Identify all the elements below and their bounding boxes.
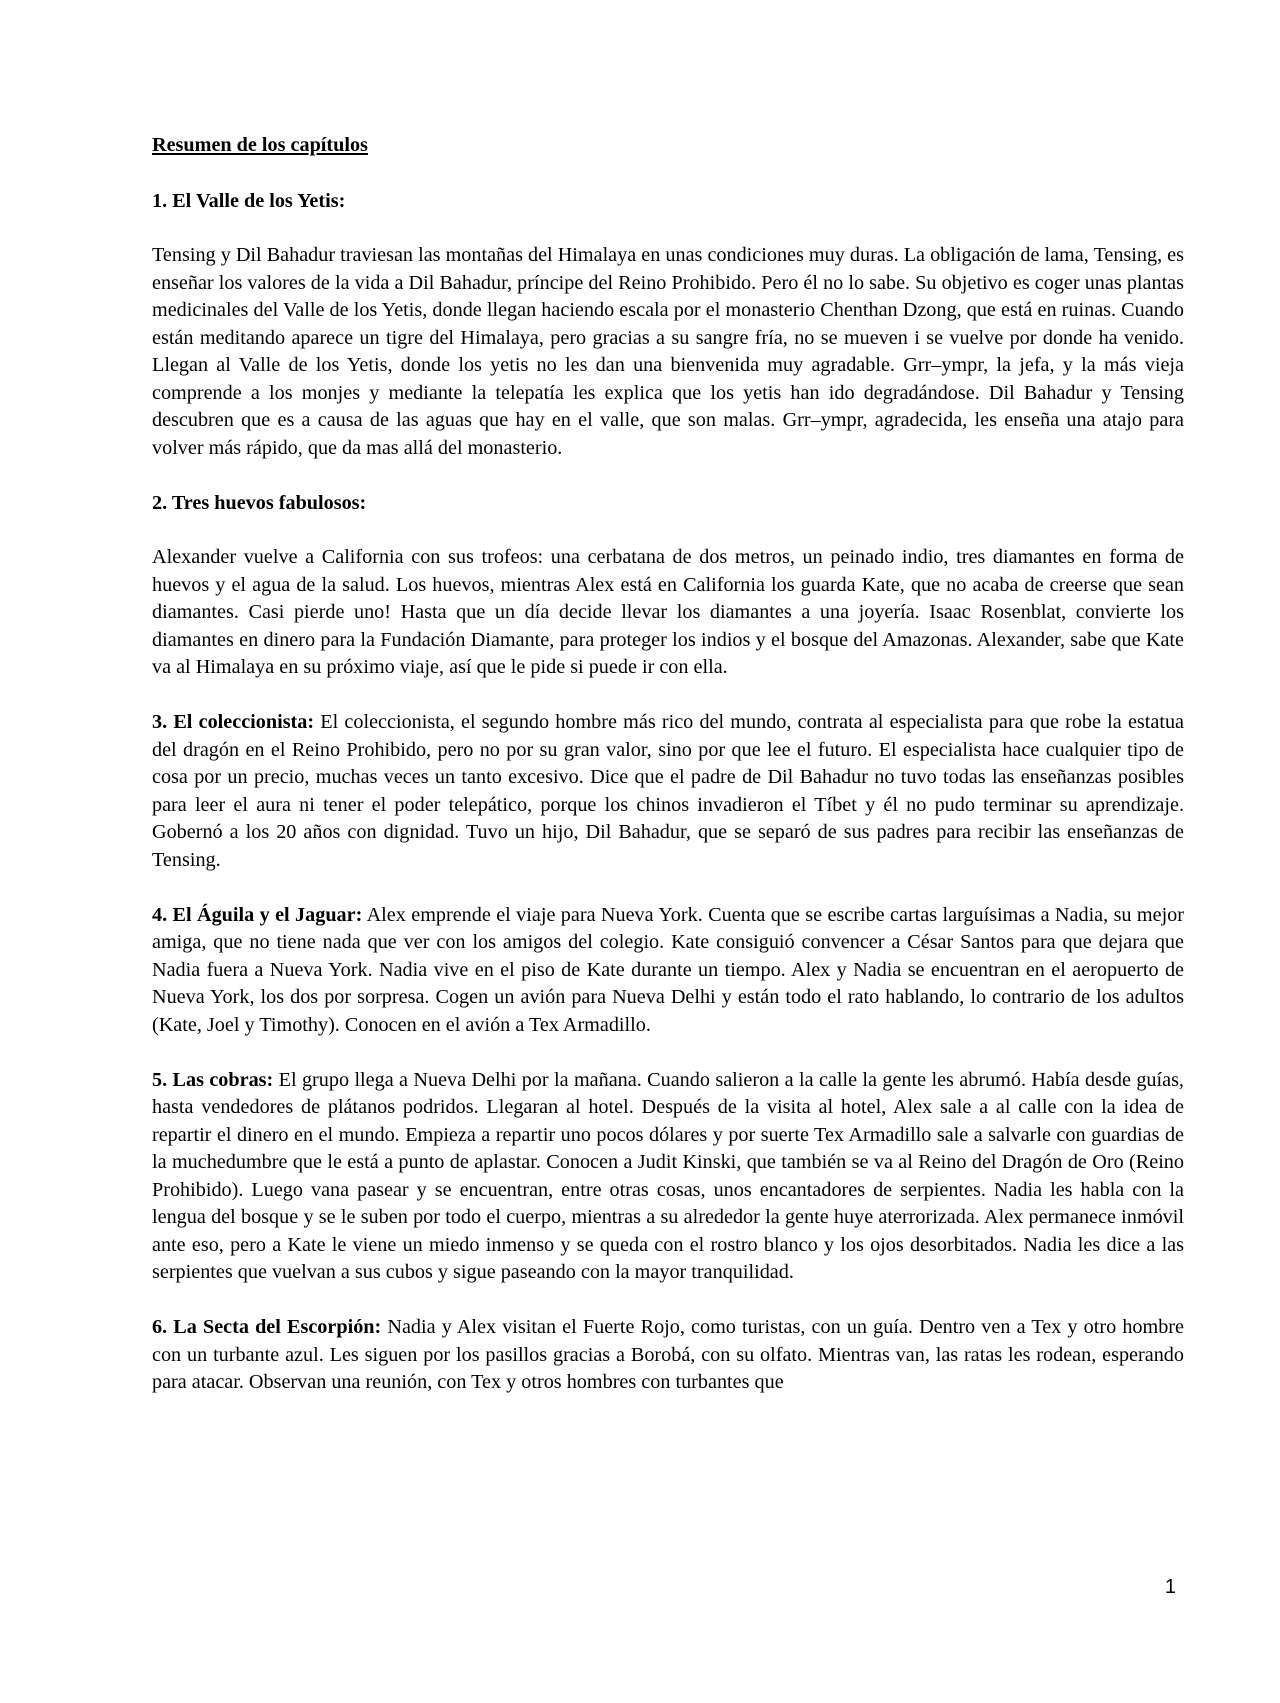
- chapter-1-text: Tensing y Dil Bahadur traviesan las montañas del Himalaya en unas condiciones muy duras. La obligación de lama, Tensing, es enseñar los valores de la vida a Dil Bahadur, príncipe del Reino Prohibido. Pero él no lo sabe. Su objetivo es coger unas plantas medicinales del Valle de los Yetis, donde llegan haciendo escala por el monasterio Chenthan Dzong, que está en ruinas. Cuando están meditando aparece un tigre del Himalaya, pero gracias a su sangre fría, no se mueven i se vuelve por donde ha venido. Llegan al Valle de los Yetis, donde los yetis no les dan una bienvenida muy agradable. Grr–ympr, la jefa, y la más vieja comprende a los monjes y mediante la telepatía les explica que los yetis han ido degradándose. Dil Bahadur y Tensing descubren que es a causa de las aguas que hay en el valle, que son malas. Grr–ympr, agradecida, les enseña una atajo para volver más rápido, que da mas allá del monasterio.: [152, 244, 1184, 459]
- chapter-6-text: Nadia y Alex visitan el Fuerte Rojo, como turistas, con un guía. Dentro ven a Tex y otro hombre con un turbante azul. Les siguen por los pasillos gracias a Borobá, con su olfato. Mientras van, las ratas les rodean, esperando para atacar. Observan una reunión, con Tex y otros hombres con turbantes que: [152, 1316, 1184, 1393]
- chapter-5-text: El grupo llega a Nueva Delhi por la mañana. Cuando salieron a la calle la gente les abrumó. Había desde guías, hasta vendedores de plátanos podridos. Llegaran al hotel. Después de la visita al hotel, Alex sale a al calle con la idea de repartir el dinero en el mundo. Empieza a repartir uno pocos dólares y por suerte Tex Armadillo sale a salvarle con guardias de la muchedumbre que le está a punto de aplastar. Conocen a Judit Kinski, que también se va al Reino del Dragón de Oro (Reino Prohibido). Luego vana pasear y se encuentran, entre otras cosas, unos encantadores de serpientes. Nadia les habla con la lengua del bosque y se le suben por todo el cuerpo, mientras a su alrededor la gente huye aterrorizada. Alex permanece inmóvil ante eso, pero a Kate le viene un miedo inmenso y se queda con el rostro blanco y los ojos desorbitados. Nadia les dice a las serpientes que vuelvan a sus cubos y sigue paseando con la mayor tranquilidad.: [152, 1068, 1184, 1283]
- chapter-3-heading: 3. El coleccionista:: [152, 711, 315, 733]
- document-page: [152, 132, 1184, 1397]
- chapter-4-heading: 4. El Águila y el Jaguar:: [152, 903, 363, 926]
- chapter-4-text: Alex emprende el viaje para Nueva York. Cuenta que se escribe cartas larguísimas a Nadia, su mejor amiga, que no tiene nada que ver con los amigos del colegio. Kate consiguió convencer a César Santos para que dejara que Nadia fuera a Nueva York. Nadia vive en el piso de Kate durante un tiempo. Alex y Nadia se encuentran en el aeropuerto de Nueva York, los dos por sorpresa. Cogen un avión para Nueva Delhi y están todo el rato hablando, lo contrario de los adultos (Kate, Joel y Timothy). Conocen en el avión a Tex Armadillo.: [152, 903, 1184, 1036]
- chapter-2-heading: 2. Tres huevos fabulosos:: [152, 491, 367, 514]
- document-title: Resumen de los capítulos: [152, 134, 368, 156]
- chapter-6-heading: 6. La Secta del Escorpión:: [152, 1316, 382, 1338]
- chapter-2-text: Alexander vuelve a California con sus trofeos: una cerbatana de dos metros, un peinado indio, tres diamantes en forma de huevos y el agua de la salud. Los huevos, mientras Alex está en California los guarda Kate, que no acaba de creerse que sean diamantes. Casi pierde uno! Hasta que un día decide llevar los diamantes a una joyería. Isaac Rosenblat, convierte los diamantes en dinero para la Fundación Diamante, para proteger los indios y el bosque del Amazonas. Alexander, sabe que Kate va al Himalaya en su próximo viaje, así que le pide si puede ir con ella.: [152, 546, 1184, 678]
- chapter-1-heading: 1. El Valle de los Yetis:: [152, 189, 346, 212]
- chapter-3-paragraph: [152, 709, 1184, 874]
- chapter-5-paragraph: [152, 1067, 1184, 1287]
- page-number: 1: [1164, 1576, 1176, 1598]
- chapter-6-paragraph: [152, 1314, 1184, 1397]
- chapter-3-text: El coleccionista, el segundo hombre más rico del mundo, contrata al especialista para que robe la estatua del dragón en el Reino Prohibido, pero no por su gran valor, sino por que lee el futuro. El especialista hace cualquier tipo de cosa por un precio, muchas veces un tanto excesivo. Dice que el padre de Dil Bahadur no tuvo todas las enseñanzas posibles para leer el aura ni tener el poder telepático, porque los chinos invadieron el Tíbet y él no pudo terminar su aprendizaje. Gobernó a los 20 años con dignidad. Tuvo un hijo, Dil Bahadur, que se separó de sus padres para recibir las enseñanzas de Tensing.: [152, 711, 1184, 871]
- chapter-4-paragraph: [152, 902, 1184, 1040]
- chapter-5-heading: 5. Las cobras:: [152, 1068, 274, 1091]
